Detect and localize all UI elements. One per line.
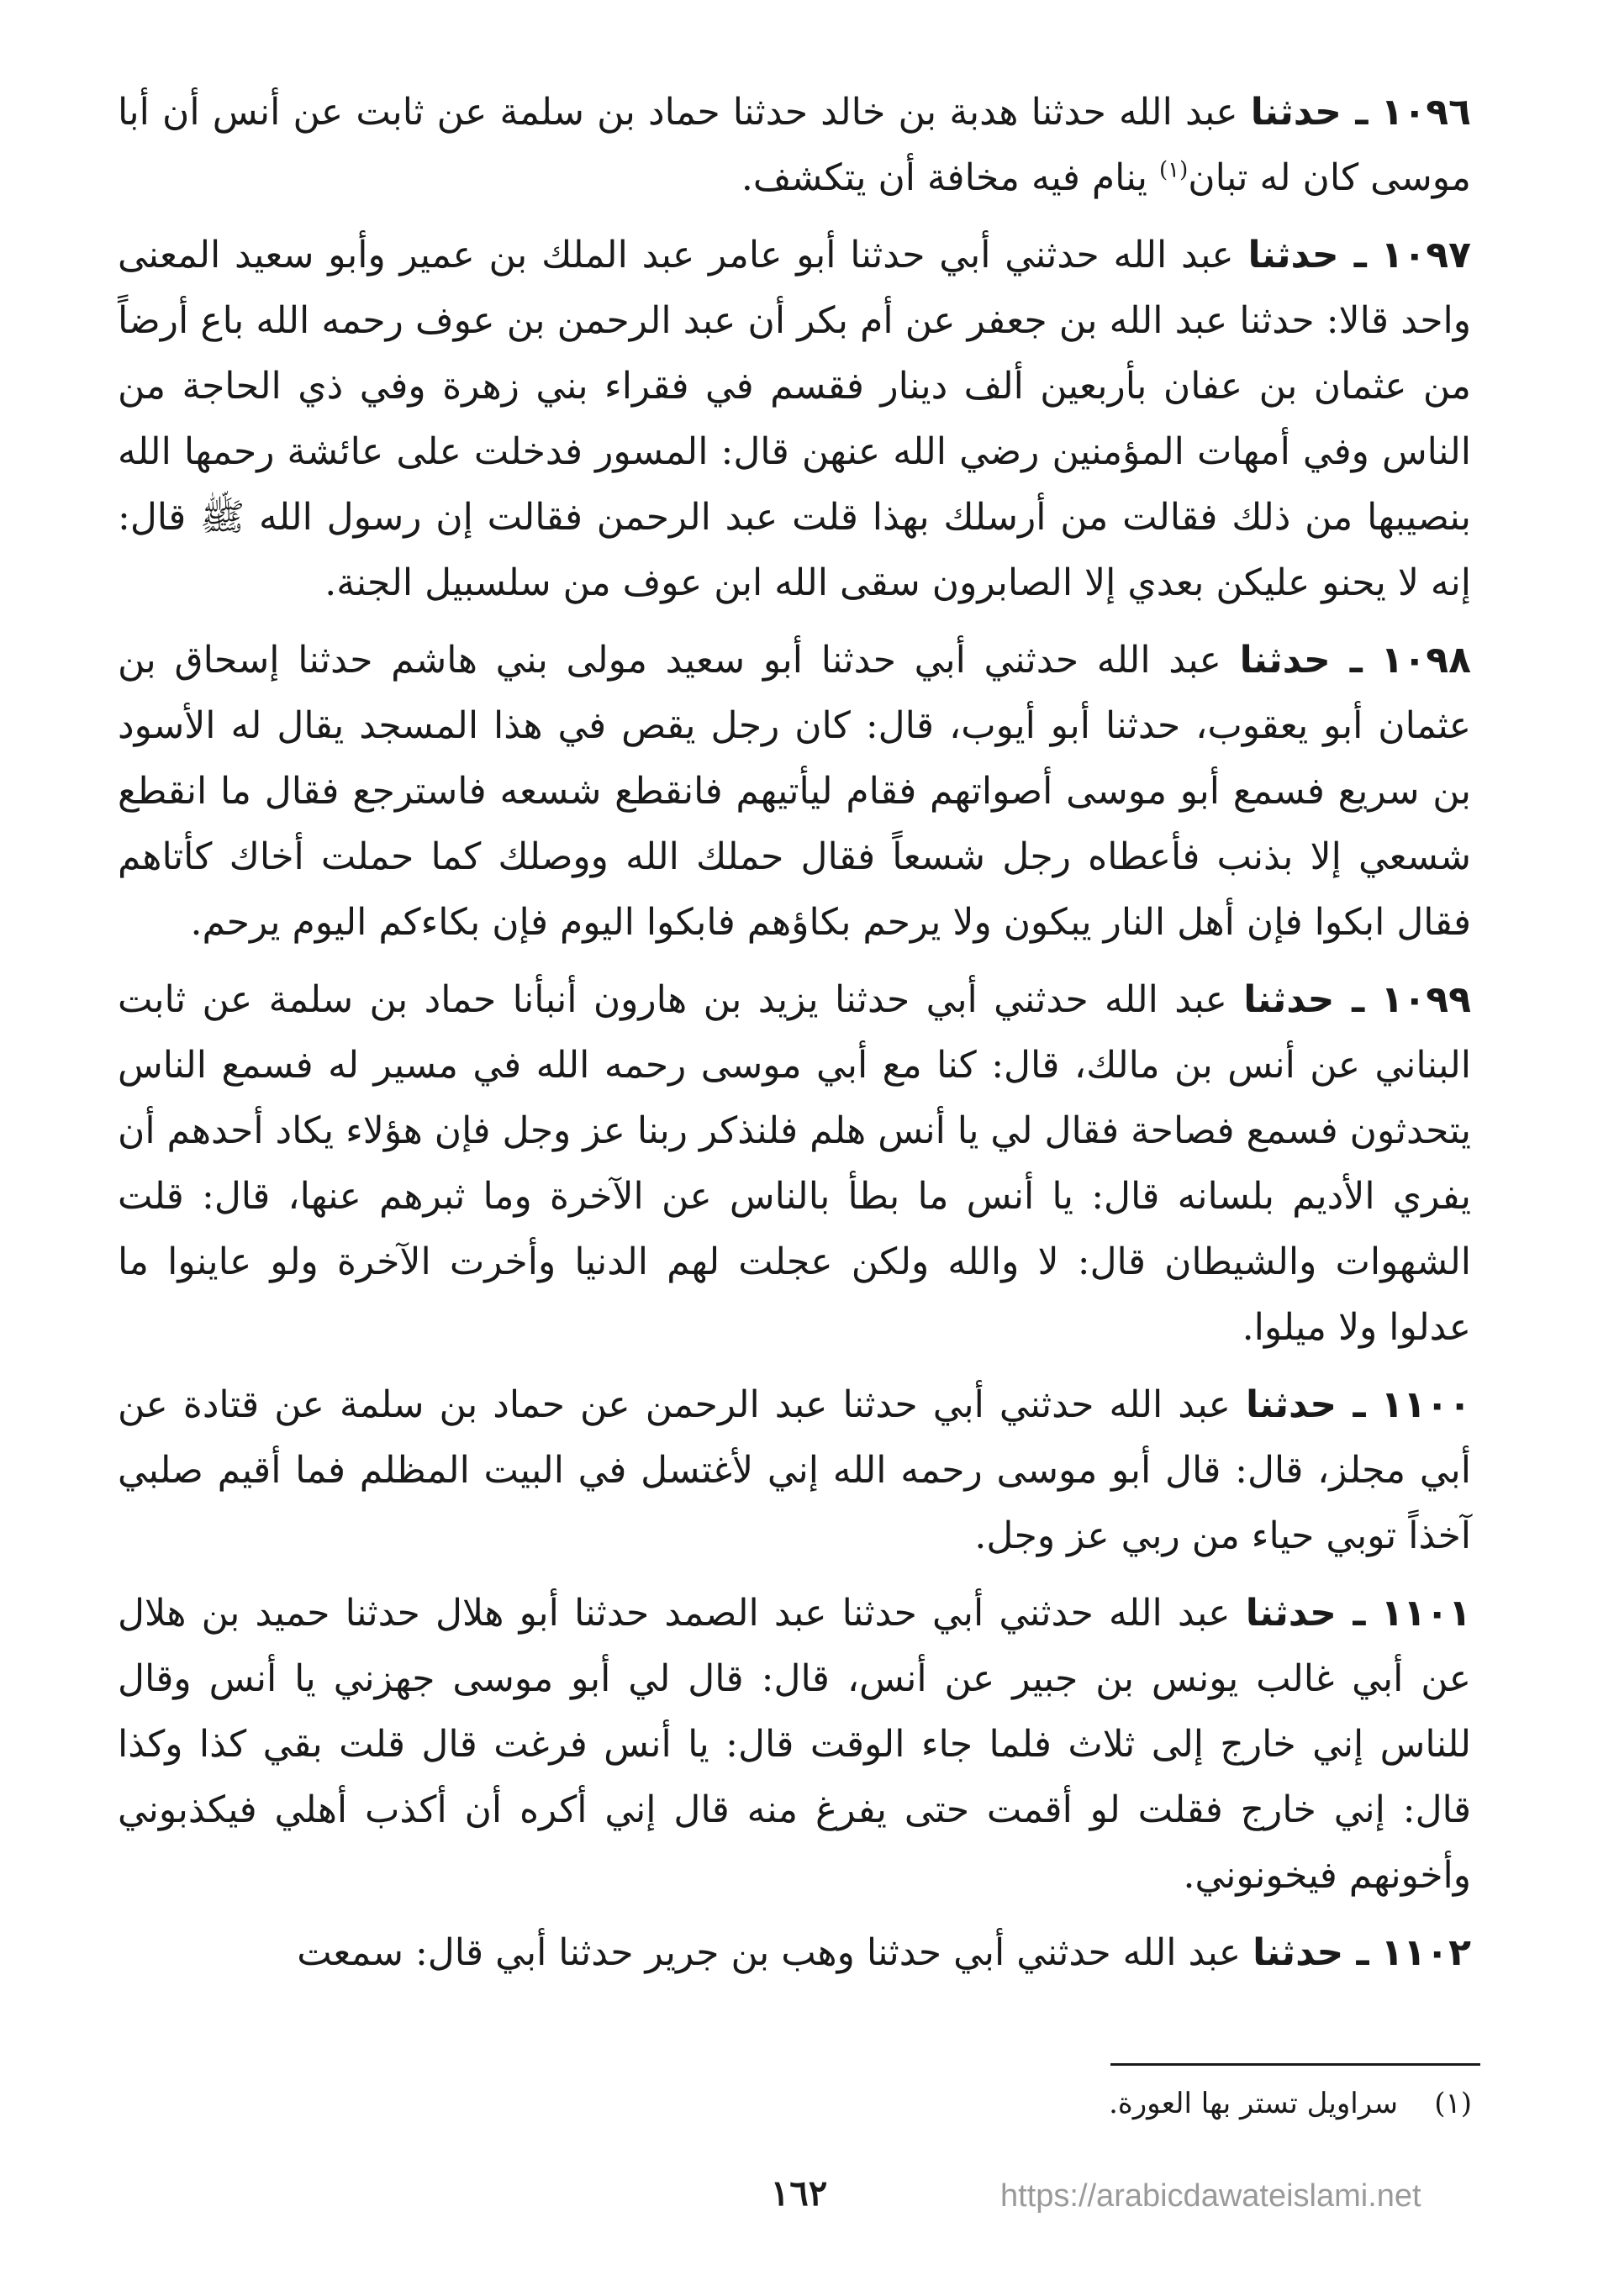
hadith-lead-word: حدثنا [1253,1931,1344,1974]
hadith-number: ١١٠٠ [1380,1383,1471,1426]
hadith-1097: ١٠٩٧ ـ حدثنا عبد الله حدثني أبي حدثنا أبو عامر عبد الملك بن عمير وأبو سعيد المعنى واحد قالا: حدثنا عبد الله بن جعفر عن أم بكر أن عبد الرحمن بن عوف رحمه الله باع أرضاً من عثمان بن عفان بأربعين ألف دينار فقسم في فقراء بني زهرة وفي ذي الحاجة من الناس وفي أمهات المؤمنين رضي الله عنهن قال: المسور فدخلت على عائشة رحمها الله بنصيبها من ذلك فقالت من أرسلك بهذا قلت عبد الرحمن فقالت إن رسول الله ﷺ قال: إنه لا يحنو عليكن بعدي إلا الصابرون سقى الله ابن عوف من سلسبيل الجنة. [118,234,1472,604]
hadith-text: عبد الله حدثني أبي حدثنا أبو عامر عبد الملك بن عمير وأبو سعيد المعنى واحد قالا: حدثنا عبد الله بن جعفر عن أم بكر أن عبد الرحمن بن عوف رحمه الله باع أرضاً من عثمان بن عفان بأربعين ألف دينار فقسم في فقراء بني زهرة وفي ذي الحاجة من الناس وفي أمهات المؤمنين رضي الله عنهن قال: المسور فدخلت على عائشة رحمها الله بنصيبها من ذلك فقالت من أرسلك بهذا قلت عبد الرحمن فقالت إن رسول الله ﷺ قال: إنه لا يحنو عليكن بعدي إلا الصابرون سقى الله ابن عوف من سلسبيل الجنة. [118,234,1472,604]
hadith-number: ١٠٩٧ [1380,234,1471,276]
hadith-text: عبد الله حدثني أبي حدثنا يزيد بن هارون أنبأنا حماد بن سلمة عن ثابت البناني عن أنس بن مالك، قال: كنا مع أبي موسى رحمه الله في مسير له فسمع الناس يتحدثون فسمع فصاحة فقال لي يا أنس هلم فلنذكر ربنا عز وجل فإن هؤلاء يكاد أحدهم أن يفري الأديم بلسانه قال: يا أنس ما بطأ بالناس عن الآخرة وما ثبرهم عنها، قال: قلت الشهوات والشيطان قال: لا والله ولكن عجلت لهم الدنيا وأخرت الآخرة ولو عاينوا ما عدلوا ولا ميلوا. [118,978,1471,1349]
hadith-1100: ١١٠٠ ـ حدثنا عبد الله حدثني أبي حدثنا عبد الرحمن عن حماد بن سلمة عن قتادة عن أبي مجلز، قال: قال أبو موسى رحمه الله إني لأغتسل في البيت المظلم فما أقيم صلبي آخذاً توبي حياء من ربي عز وجل. [118,1383,1471,1557]
hadith-number: ١١٠٢ [1380,1931,1471,1974]
hadith-text: عبد الله حدثني أبي حدثنا أبو سعيد مولى بني هاشم حدثنا إسحاق بن عثمان أبو يعقوب، حدثنا أبو أيوب، قال: كان رجل يقص في هذا المسجد يقال له الأسود بن سريع فسمع أبو موسى أصواتهم فقام ليأتيهم فانقطع شسعه فاسترجع فقال ما انقطع شسعي إلا بذنب فأعطاه رجل شسعاً فقال حملك الله ووصلك كما حملت أخاك كأتاهم فقال ابكوا فإن أهل النار يبكون ولا يرحم بكاؤهم فابكوا اليوم فإن بكاءكم اليوم يرحم. [118,639,1471,944]
hadith-lead-word: حدثنا [1247,234,1339,276]
hadith-lead-word: حدثنا [1239,639,1331,682]
page-number: ١٦٢ [770,2172,828,2214]
hadith-1096: ١٠٩٦ ـ حدثنا عبد الله حدثنا هدبة بن خالد حدثنا حماد بن سلمة عن ثابت عن أنس أن أبا موسى كان له تبان$^{(١)}$ ينام فيه مخافة أن يتكشف. [118,91,1471,199]
hadith-lead-word: حدثنا [1243,978,1335,1021]
hadith-lead-word: حدثنا [1245,1592,1337,1635]
hadith-text-continued: ينام فيه مخافة أن يتكشف. [741,156,1148,199]
hadith-number: ١٠٩٩ [1380,978,1471,1021]
footnote-mark: (١) [1434,2087,1472,2120]
hadith-1101: ١١٠١ ـ حدثنا عبد الله حدثني أبي حدثنا عبد الصمد حدثنا أبو هلال حدثنا حميد بن هلال عن أبي غالب يونس بن جبير عن أنس، قال: قال لي أبو موسى جهزني يا أنس وقال للناس إني خارج إلى ثلاث فلما جاء الوقت قال: يا أنس فرغت قال قلت بقي كذا وكذا قال: إني خارج فقلت لو أقمت حتى يفرغ منه قال إني أكره أن أكذب أهلي فيكذبوني وأخونهم فيخونوني. [118,1592,1471,1897]
hadith-text: عبد الله حدثنا هدبة بن خالد حدثنا حماد بن سلمة عن ثابت عن أنس أن أبا موسى كان له تبان [118,91,1471,199]
hadith-lead-word: حدثنا [1245,1383,1337,1426]
hadith-number: ١٠٩٦ [1380,91,1471,134]
hadith-1099: ١٠٩٩ ـ حدثنا عبد الله حدثني أبي حدثنا يزيد بن هارون أنبأنا حماد بن سلمة عن ثابت البناني عن أنس بن مالك، قال: كنا مع أبي موسى رحمه الله في مسير له فسمع الناس يتحدثون فسمع فصاحة فقال لي يا أنس هلم فلنذكر ربنا عز وجل فإن هؤلاء يكاد أحدهم أن يفري الأديم بلسانه قال: يا أنس ما بطأ بالناس عن الآخرة وما ثبرهم عنها، قال: قلت الشهوات والشيطان قال: لا والله ولكن عجلت لهم الدنيا وأخرت الآخرة ولو عاينوا ما عدلوا ولا ميلوا. [118,978,1471,1349]
footnote-reference[interactable]: (١) [1159,157,1189,183]
footnote [1109,2083,1472,2125]
hadith-number: ١٠٩٨ [1380,639,1471,682]
hadith-number: ١١٠١ [1380,1592,1471,1635]
hadith-text: عبد الله حدثني أبي حدثنا وهب بن جرير حدثنا أبي قال: سمعت [297,1931,1242,1974]
footnote-text: سراويل تستر بها العورة. [1109,2087,1398,2120]
hadith-lead-word: حدثنا [1250,91,1342,134]
watermark-url: https://arabicdawateislami.net [1000,2178,1421,2214]
hadith-text: عبد الله حدثني أبي حدثنا عبد الرحمن عن حماد بن سلمة عن قتادة عن أبي مجلز، قال: قال أبو موسى رحمه الله إني لأغتسل في البيت المظلم فما أقيم صلبي آخذاً توبي حياء من ربي عز وجل. [118,1383,1471,1557]
hadith-1098: ١٠٩٨ ـ حدثنا عبد الله حدثني أبي حدثنا أبو سعيد مولى بني هاشم حدثنا إسحاق بن عثمان أبو يعقوب، حدثنا أبو أيوب، قال: كان رجل يقص في هذا المسجد يقال له الأسود بن سريع فسمع أبو موسى أصواتهم فقام ليأتيهم فانقطع شسعه فاسترجع فقال ما انقطع شسعي إلا بذنب فأعطاه رجل شسعاً فقال حملك الله ووصلك كما حملت أخاك كأتاهم فقال ابكوا فإن أهل النار يبكون ولا يرحم بكاؤهم فابكوا اليوم فإن بكاءكم اليوم يرحم. [118,639,1471,944]
footnote-divider [1110,2063,1480,2066]
hadith-1102: ١١٠٢ ـ حدثنا عبد الله حدثني أبي حدثنا وهب بن جرير حدثنا أبي قال: سمعت [297,1931,1471,1974]
page-body [118,80,1471,1998]
hadith-text: عبد الله حدثني أبي حدثنا عبد الصمد حدثنا أبو هلال حدثنا حميد بن هلال عن أبي غالب يونس بن جبير عن أنس، قال: قال لي أبو موسى جهزني يا أنس وقال للناس إني خارج إلى ثلاث فلما جاء الوقت قال: يا أنس فرغت قال قلت بقي كذا وكذا قال: إني خارج فقلت لو أقمت حتى يفرغ منه قال إني أكره أن أكذب أهلي فيكذبوني وأخونهم فيخونوني. [118,1592,1471,1897]
